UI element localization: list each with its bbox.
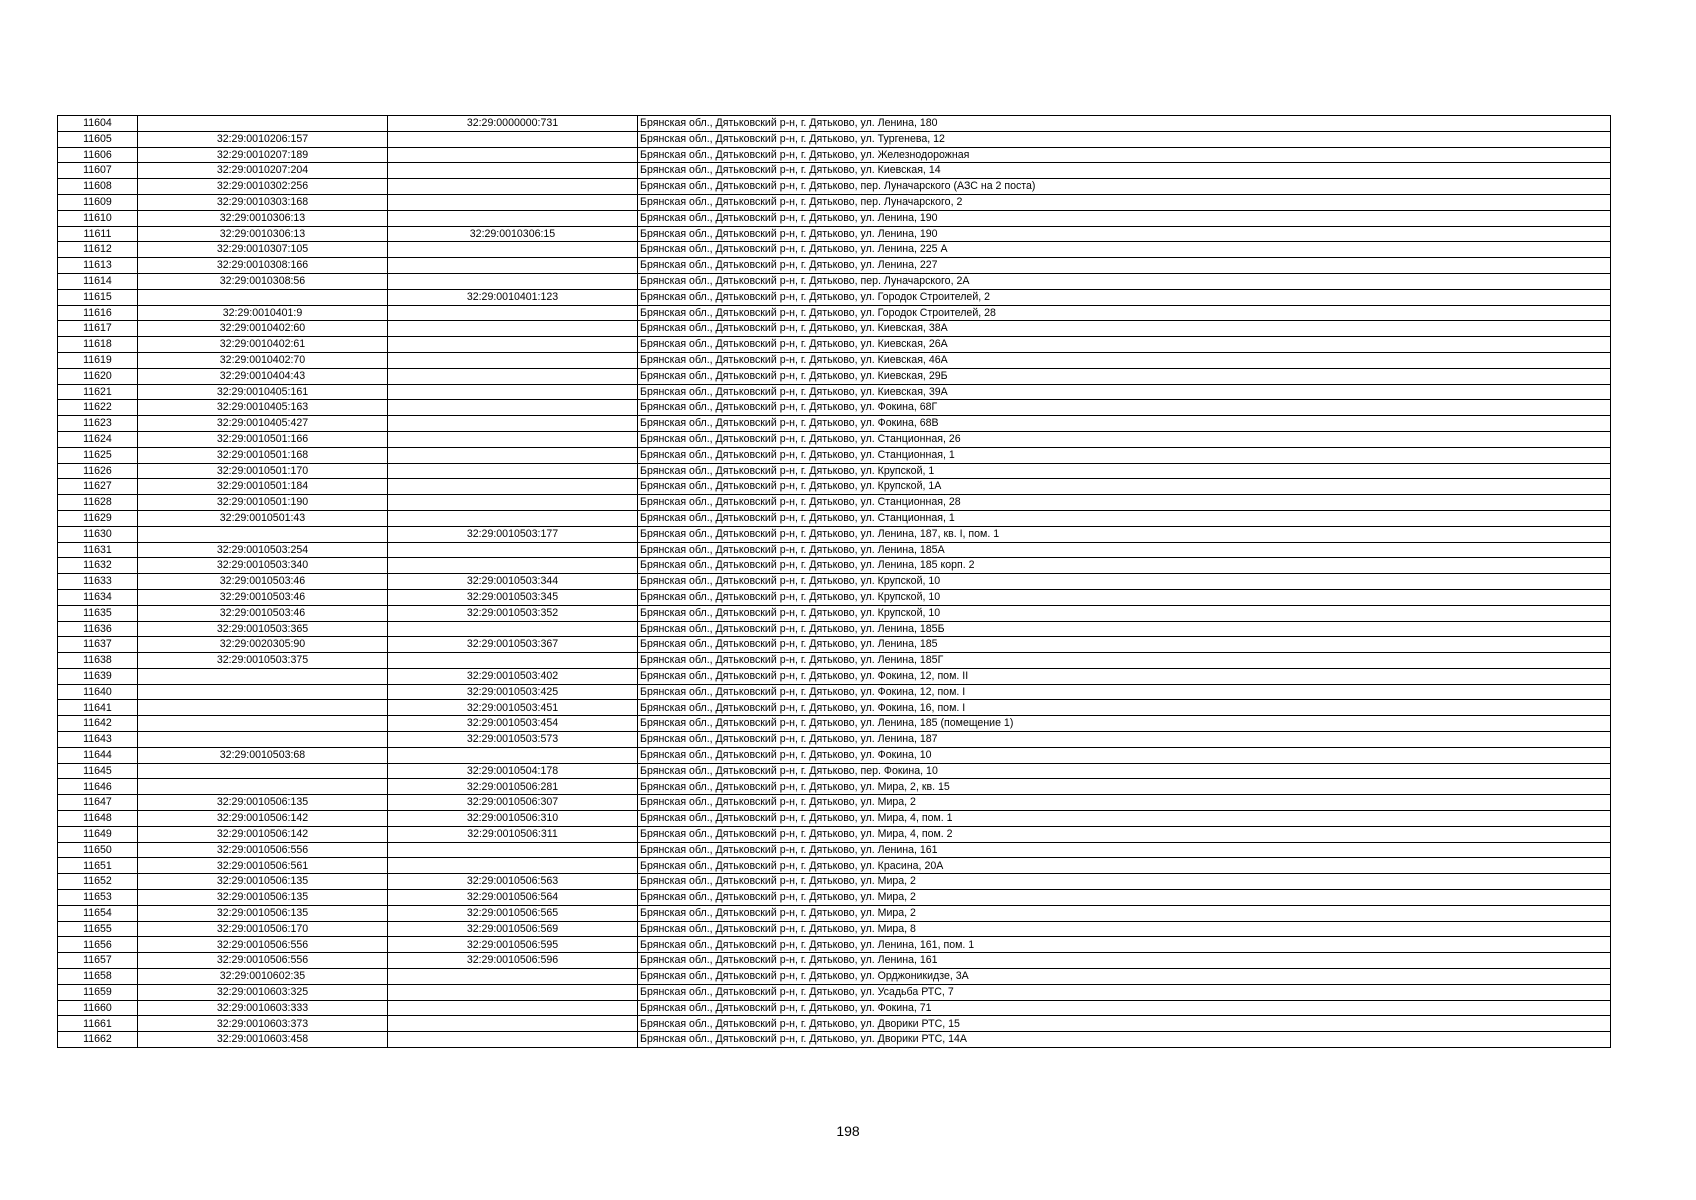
building-cadastral-number-cell xyxy=(388,337,638,353)
building-cadastral-number-cell xyxy=(388,400,638,416)
building-cadastral-number-cell xyxy=(388,842,638,858)
row-number-cell: 11608 xyxy=(58,179,138,195)
table-row xyxy=(58,637,1611,653)
building-cadastral-number-cell: 32:29:0010506:595 xyxy=(388,937,638,953)
row-number-cell: 11609 xyxy=(58,194,138,210)
table-row xyxy=(58,194,1611,210)
table-row xyxy=(58,321,1611,337)
building-cadastral-number-cell xyxy=(388,368,638,384)
table-row xyxy=(58,289,1611,305)
table-row xyxy=(58,605,1611,621)
building-cadastral-number-cell xyxy=(388,558,638,574)
land-cadastral-number-cell: 32:29:0010303:168 xyxy=(138,194,388,210)
building-cadastral-number-cell: 32:29:0010506:307 xyxy=(388,795,638,811)
land-cadastral-number-cell: 32:29:0010603:373 xyxy=(138,1016,388,1032)
land-cadastral-number-cell: 32:29:0010503:46 xyxy=(138,589,388,605)
row-number-cell: 11655 xyxy=(58,921,138,937)
table-row xyxy=(58,210,1611,226)
address-cell: Брянская обл., Дятьковский р-н, г. Дятьково, ул. Ленина, 185 корп. 2 xyxy=(638,558,1611,574)
building-cadastral-number-cell xyxy=(388,447,638,463)
row-number-cell: 11627 xyxy=(58,479,138,495)
table-row xyxy=(58,542,1611,558)
land-cadastral-number-cell: 32:29:0010402:61 xyxy=(138,337,388,353)
building-cadastral-number-cell xyxy=(388,242,638,258)
building-cadastral-number-cell xyxy=(388,131,638,147)
row-number-cell: 11645 xyxy=(58,763,138,779)
building-cadastral-number-cell xyxy=(388,179,638,195)
building-cadastral-number-cell xyxy=(388,416,638,432)
row-number-cell: 11622 xyxy=(58,400,138,416)
address-cell: Брянская обл., Дятьковский р-н, г. Дятьково, ул. Ленина, 180 xyxy=(638,116,1611,132)
building-cadastral-number-cell: 32:29:0000000:731 xyxy=(388,116,638,132)
building-cadastral-number-cell xyxy=(388,352,638,368)
row-number-cell: 11615 xyxy=(58,289,138,305)
land-cadastral-number-cell: 32:29:0010306:13 xyxy=(138,226,388,242)
table-row xyxy=(58,226,1611,242)
row-number-cell: 11657 xyxy=(58,953,138,969)
land-cadastral-number-cell: 32:29:0010503:254 xyxy=(138,542,388,558)
land-cadastral-number-cell xyxy=(138,526,388,542)
land-cadastral-number-cell xyxy=(138,700,388,716)
table-row xyxy=(58,242,1611,258)
address-cell: Брянская обл., Дятьковский р-н, г. Дятьково, ул. Мира, 2 xyxy=(638,905,1611,921)
row-number-cell: 11643 xyxy=(58,732,138,748)
table-row xyxy=(58,447,1611,463)
address-cell: Брянская обл., Дятьковский р-н, г. Дятьково, ул. Мира, 2 xyxy=(638,795,1611,811)
building-cadastral-number-cell xyxy=(388,479,638,495)
land-cadastral-number-cell: 32:29:0010405:161 xyxy=(138,384,388,400)
table-row xyxy=(58,352,1611,368)
address-cell: Брянская обл., Дятьковский р-н, г. Дятьково, ул. Крупской, 10 xyxy=(638,574,1611,590)
land-cadastral-number-cell xyxy=(138,289,388,305)
row-number-cell: 11637 xyxy=(58,637,138,653)
table-row xyxy=(58,368,1611,384)
table-row xyxy=(58,763,1611,779)
address-cell: Брянская обл., Дятьковский р-н, г. Дятьково, ул. Ленина, 161 xyxy=(638,842,1611,858)
table-row xyxy=(58,890,1611,906)
address-cell: Брянская обл., Дятьковский р-н, г. Дятьково, ул. Ленина, 161, пом. 1 xyxy=(638,937,1611,953)
address-cell: Брянская обл., Дятьковский р-н, г. Дятьково, ул. Крупской, 10 xyxy=(638,589,1611,605)
address-cell: Брянская обл., Дятьковский р-н, г. Дятьково, ул. Ленина, 185 (помещение 1) xyxy=(638,716,1611,732)
land-cadastral-number-cell xyxy=(138,668,388,684)
row-number-cell: 11629 xyxy=(58,510,138,526)
address-cell: Брянская обл., Дятьковский р-н, г. Дятьково, ул. Ленина, 190 xyxy=(638,226,1611,242)
table-row xyxy=(58,826,1611,842)
table-row xyxy=(58,258,1611,274)
address-cell: Брянская обл., Дятьковский р-н, г. Дятьково, ул. Станционная, 1 xyxy=(638,510,1611,526)
table-row xyxy=(58,732,1611,748)
row-number-cell: 11624 xyxy=(58,431,138,447)
table-row xyxy=(58,574,1611,590)
row-number-cell: 11626 xyxy=(58,463,138,479)
table-row xyxy=(58,684,1611,700)
building-cadastral-number-cell: 32:29:0010506:311 xyxy=(388,826,638,842)
address-cell: Брянская обл., Дятьковский р-н, г. Дятьково, ул. Ленина, 187 xyxy=(638,732,1611,748)
address-cell: Брянская обл., Дятьковский р-н, г. Дятьково, ул. Ленина, 185 xyxy=(638,637,1611,653)
row-number-cell: 11647 xyxy=(58,795,138,811)
table-row xyxy=(58,163,1611,179)
address-cell: Брянская обл., Дятьковский р-н, г. Дятьково, ул. Тургенева, 12 xyxy=(638,131,1611,147)
address-cell: Брянская обл., Дятьковский р-н, г. Дятьково, ул. Ленина, 225 А xyxy=(638,242,1611,258)
building-cadastral-number-cell: 32:29:0010503:451 xyxy=(388,700,638,716)
building-cadastral-number-cell: 32:29:0010503:352 xyxy=(388,605,638,621)
table-row xyxy=(58,495,1611,511)
building-cadastral-number-cell xyxy=(388,273,638,289)
land-cadastral-number-cell: 32:29:0010506:142 xyxy=(138,826,388,842)
row-number-cell: 11646 xyxy=(58,779,138,795)
row-number-cell: 11620 xyxy=(58,368,138,384)
land-cadastral-number-cell: 32:29:0010603:325 xyxy=(138,984,388,1000)
land-cadastral-number-cell: 32:29:0010402:70 xyxy=(138,352,388,368)
land-cadastral-number-cell: 32:29:0010501:190 xyxy=(138,495,388,511)
building-cadastral-number-cell: 32:29:0010306:15 xyxy=(388,226,638,242)
land-cadastral-number-cell: 32:29:0010307:105 xyxy=(138,242,388,258)
row-number-cell: 11636 xyxy=(58,621,138,637)
building-cadastral-number-cell xyxy=(388,321,638,337)
land-cadastral-number-cell: 32:29:0010306:13 xyxy=(138,210,388,226)
address-cell: Брянская обл., Дятьковский р-н, г. Дятьково, ул. Станционная, 28 xyxy=(638,495,1611,511)
address-cell: Брянская обл., Дятьковский р-н, г. Дятьково, ул. Киевская, 39А xyxy=(638,384,1611,400)
row-number-cell: 11650 xyxy=(58,842,138,858)
table-row xyxy=(58,589,1611,605)
land-cadastral-number-cell xyxy=(138,779,388,795)
address-cell: Брянская обл., Дятьковский р-н, г. Дятьково, ул. Киевская, 14 xyxy=(638,163,1611,179)
land-cadastral-number-cell: 32:29:0010506:561 xyxy=(138,858,388,874)
table-row xyxy=(58,400,1611,416)
row-number-cell: 11631 xyxy=(58,542,138,558)
land-cadastral-number-cell: 32:29:0010207:189 xyxy=(138,147,388,163)
table-row xyxy=(58,811,1611,827)
table-row xyxy=(58,384,1611,400)
table-row xyxy=(58,716,1611,732)
building-cadastral-number-cell: 32:29:0010506:281 xyxy=(388,779,638,795)
table-row xyxy=(58,179,1611,195)
address-cell: Брянская обл., Дятьковский р-н, г. Дятьково, ул. Фокина, 12, пом. I xyxy=(638,684,1611,700)
row-number-cell: 11604 xyxy=(58,116,138,132)
address-cell: Брянская обл., Дятьковский р-н, г. Дятьково, ул. Станционная, 1 xyxy=(638,447,1611,463)
building-cadastral-number-cell xyxy=(388,1016,638,1032)
row-number-cell: 11648 xyxy=(58,811,138,827)
row-number-cell: 11661 xyxy=(58,1016,138,1032)
land-cadastral-number-cell: 32:29:0010401:9 xyxy=(138,305,388,321)
address-cell: Брянская обл., Дятьковский р-н, г. Дятьково, ул. Фокина, 71 xyxy=(638,1000,1611,1016)
building-cadastral-number-cell: 32:29:0010504:178 xyxy=(388,763,638,779)
building-cadastral-number-cell xyxy=(388,147,638,163)
table-row xyxy=(58,921,1611,937)
row-number-cell: 11617 xyxy=(58,321,138,337)
building-cadastral-number-cell: 32:29:0010506:564 xyxy=(388,890,638,906)
row-number-cell: 11605 xyxy=(58,131,138,147)
building-cadastral-number-cell xyxy=(388,210,638,226)
land-cadastral-number-cell: 32:29:0010506:135 xyxy=(138,874,388,890)
building-cadastral-number-cell: 32:29:0010401:123 xyxy=(388,289,638,305)
address-cell: Брянская обл., Дятьковский р-н, г. Дятьково, пер. Луначарского, 2 xyxy=(638,194,1611,210)
table-row xyxy=(58,747,1611,763)
table-row xyxy=(58,858,1611,874)
land-cadastral-number-cell: 32:29:0010405:427 xyxy=(138,416,388,432)
building-cadastral-number-cell: 32:29:0010503:345 xyxy=(388,589,638,605)
row-number-cell: 11654 xyxy=(58,905,138,921)
land-cadastral-number-cell xyxy=(138,716,388,732)
table-row xyxy=(58,147,1611,163)
table-row xyxy=(58,131,1611,147)
property-table-body xyxy=(58,116,1611,1048)
building-cadastral-number-cell xyxy=(388,653,638,669)
address-cell: Брянская обл., Дятьковский р-н, г. Дятьково, ул. Дворики РТС, 14А xyxy=(638,1032,1611,1048)
address-cell: Брянская обл., Дятьковский р-н, г. Дятьково, ул. Железнодорожная xyxy=(638,147,1611,163)
land-cadastral-number-cell: 32:29:0010503:340 xyxy=(138,558,388,574)
row-number-cell: 11606 xyxy=(58,147,138,163)
address-cell: Брянская обл., Дятьковский р-н, г. Дятьково, пер. Луначарского, 2А xyxy=(638,273,1611,289)
address-cell: Брянская обл., Дятьковский р-н, г. Дятьково, ул. Ленина, 227 xyxy=(638,258,1611,274)
row-number-cell: 11641 xyxy=(58,700,138,716)
building-cadastral-number-cell xyxy=(388,495,638,511)
table-row xyxy=(58,953,1611,969)
table-row xyxy=(58,1016,1611,1032)
row-number-cell: 11634 xyxy=(58,589,138,605)
table-row xyxy=(58,1000,1611,1016)
row-number-cell: 11630 xyxy=(58,526,138,542)
table-row xyxy=(58,510,1611,526)
row-number-cell: 11662 xyxy=(58,1032,138,1048)
table-row xyxy=(58,558,1611,574)
land-cadastral-number-cell xyxy=(138,732,388,748)
row-number-cell: 11640 xyxy=(58,684,138,700)
row-number-cell: 11632 xyxy=(58,558,138,574)
land-cadastral-number-cell: 32:29:0010503:68 xyxy=(138,747,388,763)
land-cadastral-number-cell: 32:29:0010308:56 xyxy=(138,273,388,289)
row-number-cell: 11611 xyxy=(58,226,138,242)
land-cadastral-number-cell: 32:29:0010506:135 xyxy=(138,890,388,906)
address-cell: Брянская обл., Дятьковский р-н, г. Дятьково, ул. Мира, 2 xyxy=(638,890,1611,906)
address-cell: Брянская обл., Дятьковский р-н, г. Дятьково, ул. Фокина, 68В xyxy=(638,416,1611,432)
building-cadastral-number-cell xyxy=(388,258,638,274)
land-cadastral-number-cell: 32:29:0010207:204 xyxy=(138,163,388,179)
building-cadastral-number-cell xyxy=(388,747,638,763)
table-row xyxy=(58,795,1611,811)
row-number-cell: 11642 xyxy=(58,716,138,732)
building-cadastral-number-cell xyxy=(388,463,638,479)
address-cell: Брянская обл., Дятьковский р-н, г. Дятьково, ул. Усадьба РТС, 7 xyxy=(638,984,1611,1000)
land-cadastral-number-cell: 32:29:0010503:46 xyxy=(138,574,388,590)
address-cell: Брянская обл., Дятьковский р-н, г. Дятьково, ул. Ленина, 187, кв. I, пом. 1 xyxy=(638,526,1611,542)
address-cell: Брянская обл., Дятьковский р-н, г. Дятьково, ул. Киевская, 38А xyxy=(638,321,1611,337)
address-cell: Брянская обл., Дятьковский р-н, г. Дятьково, ул. Ленина, 185Г xyxy=(638,653,1611,669)
address-cell: Брянская обл., Дятьковский р-н, г. Дятьково, ул. Крупской, 10 xyxy=(638,605,1611,621)
land-cadastral-number-cell: 32:29:0010506:556 xyxy=(138,937,388,953)
table-row xyxy=(58,653,1611,669)
table-row xyxy=(58,1032,1611,1048)
address-cell: Брянская обл., Дятьковский р-н, г. Дятьково, ул. Мира, 2 xyxy=(638,874,1611,890)
address-cell: Брянская обл., Дятьковский р-н, г. Дятьково, ул. Киевская, 46А xyxy=(638,352,1611,368)
row-number-cell: 11613 xyxy=(58,258,138,274)
table-row xyxy=(58,621,1611,637)
row-number-cell: 11618 xyxy=(58,337,138,353)
land-cadastral-number-cell: 32:29:0010506:135 xyxy=(138,905,388,921)
row-number-cell: 11635 xyxy=(58,605,138,621)
building-cadastral-number-cell: 32:29:0010503:425 xyxy=(388,684,638,700)
land-cadastral-number-cell: 32:29:0010206:157 xyxy=(138,131,388,147)
building-cadastral-number-cell: 32:29:0010506:565 xyxy=(388,905,638,921)
row-number-cell: 11658 xyxy=(58,969,138,985)
table-row xyxy=(58,668,1611,684)
building-cadastral-number-cell xyxy=(388,1000,638,1016)
land-cadastral-number-cell: 32:29:0010404:43 xyxy=(138,368,388,384)
building-cadastral-number-cell: 32:29:0010503:573 xyxy=(388,732,638,748)
address-cell: Брянская обл., Дятьковский р-н, г. Дятьково, ул. Фокина, 68Г xyxy=(638,400,1611,416)
table-row xyxy=(58,116,1611,132)
table-row xyxy=(58,905,1611,921)
land-cadastral-number-cell xyxy=(138,116,388,132)
row-number-cell: 11633 xyxy=(58,574,138,590)
building-cadastral-number-cell xyxy=(388,384,638,400)
building-cadastral-number-cell xyxy=(388,1032,638,1048)
building-cadastral-number-cell: 32:29:0010503:402 xyxy=(388,668,638,684)
row-number-cell: 11623 xyxy=(58,416,138,432)
land-cadastral-number-cell: 32:29:0010602:35 xyxy=(138,969,388,985)
building-cadastral-number-cell xyxy=(388,431,638,447)
land-cadastral-number-cell: 32:29:0010506:170 xyxy=(138,921,388,937)
land-cadastral-number-cell: 32:29:0010503:365 xyxy=(138,621,388,637)
address-cell: Брянская обл., Дятьковский р-н, г. Дятьково, ул. Красина, 20А xyxy=(638,858,1611,874)
table-row xyxy=(58,463,1611,479)
row-number-cell: 11639 xyxy=(58,668,138,684)
land-cadastral-number-cell: 32:29:0010501:166 xyxy=(138,431,388,447)
address-cell: Брянская обл., Дятьковский р-н, г. Дятьково, ул. Фокина, 12, пом. II xyxy=(638,668,1611,684)
address-cell: Брянская обл., Дятьковский р-н, г. Дятьково, ул. Ленина, 190 xyxy=(638,210,1611,226)
row-number-cell: 11644 xyxy=(58,747,138,763)
building-cadastral-number-cell xyxy=(388,542,638,558)
table-row xyxy=(58,526,1611,542)
row-number-cell: 11614 xyxy=(58,273,138,289)
land-cadastral-number-cell: 32:29:0010603:333 xyxy=(138,1000,388,1016)
address-cell: Брянская обл., Дятьковский р-н, г. Дятьково, ул. Киевская, 29Б xyxy=(638,368,1611,384)
building-cadastral-number-cell: 32:29:0010506:310 xyxy=(388,811,638,827)
building-cadastral-number-cell xyxy=(388,194,638,210)
land-cadastral-number-cell: 32:29:0010501:168 xyxy=(138,447,388,463)
row-number-cell: 11638 xyxy=(58,653,138,669)
table-row xyxy=(58,937,1611,953)
land-cadastral-number-cell: 32:29:0010308:166 xyxy=(138,258,388,274)
building-cadastral-number-cell xyxy=(388,163,638,179)
building-cadastral-number-cell: 32:29:0010503:367 xyxy=(388,637,638,653)
address-cell: Брянская обл., Дятьковский р-н, г. Дятьково, ул. Мира, 8 xyxy=(638,921,1611,937)
building-cadastral-number-cell: 32:29:0010503:454 xyxy=(388,716,638,732)
land-cadastral-number-cell: 32:29:0010501:43 xyxy=(138,510,388,526)
land-cadastral-number-cell: 32:29:0010506:556 xyxy=(138,842,388,858)
table-row xyxy=(58,431,1611,447)
address-cell: Брянская обл., Дятьковский р-н, г. Дятьково, ул. Орджоникидзе, 3А xyxy=(638,969,1611,985)
row-number-cell: 11607 xyxy=(58,163,138,179)
address-cell: Брянская обл., Дятьковский р-н, г. Дятьково, ул. Киевская, 26А xyxy=(638,337,1611,353)
land-cadastral-number-cell: 32:29:0010506:135 xyxy=(138,795,388,811)
building-cadastral-number-cell: 32:29:0010506:596 xyxy=(388,953,638,969)
row-number-cell: 11651 xyxy=(58,858,138,874)
table-row xyxy=(58,874,1611,890)
row-number-cell: 11660 xyxy=(58,1000,138,1016)
address-cell: Брянская обл., Дятьковский р-н, г. Дятьково, ул. Городок Строителей, 2 xyxy=(638,289,1611,305)
building-cadastral-number-cell: 32:29:0010503:177 xyxy=(388,526,638,542)
row-number-cell: 11621 xyxy=(58,384,138,400)
row-number-cell: 11653 xyxy=(58,890,138,906)
address-cell: Брянская обл., Дятьковский р-н, г. Дятьково, ул. Мира, 2, кв. 15 xyxy=(638,779,1611,795)
address-cell: Брянская обл., Дятьковский р-н, г. Дятьково, ул. Мира, 4, пом. 2 xyxy=(638,826,1611,842)
address-cell: Брянская обл., Дятьковский р-н, г. Дятьково, ул. Крупской, 1А xyxy=(638,479,1611,495)
land-cadastral-number-cell: 32:29:0010503:46 xyxy=(138,605,388,621)
land-cadastral-number-cell: 32:29:0020305:90 xyxy=(138,637,388,653)
address-cell: Брянская обл., Дятьковский р-н, г. Дятьково, ул. Ленина, 185А xyxy=(638,542,1611,558)
land-cadastral-number-cell: 32:29:0010302:256 xyxy=(138,179,388,195)
land-cadastral-number-cell: 32:29:0010603:458 xyxy=(138,1032,388,1048)
address-cell: Брянская обл., Дятьковский р-н, г. Дятьково, ул. Мира, 4, пом. 1 xyxy=(638,811,1611,827)
address-cell: Брянская обл., Дятьковский р-н, г. Дятьково, ул. Ленина, 161 xyxy=(638,953,1611,969)
land-cadastral-number-cell: 32:29:0010405:163 xyxy=(138,400,388,416)
property-table xyxy=(57,115,1611,1048)
row-number-cell: 11612 xyxy=(58,242,138,258)
table-row xyxy=(58,969,1611,985)
address-cell: Брянская обл., Дятьковский р-н, г. Дятьково, ул. Дворики РТС, 15 xyxy=(638,1016,1611,1032)
building-cadastral-number-cell xyxy=(388,858,638,874)
table-row xyxy=(58,479,1611,495)
row-number-cell: 11628 xyxy=(58,495,138,511)
land-cadastral-number-cell: 32:29:0010503:375 xyxy=(138,653,388,669)
address-cell: Брянская обл., Дятьковский р-н, г. Дятьково, ул. Фокина, 16, пом. I xyxy=(638,700,1611,716)
address-cell: Брянская обл., Дятьковский р-н, г. Дятьково, ул. Ленина, 185Б xyxy=(638,621,1611,637)
building-cadastral-number-cell xyxy=(388,305,638,321)
row-number-cell: 11659 xyxy=(58,984,138,1000)
land-cadastral-number-cell: 32:29:0010506:556 xyxy=(138,953,388,969)
building-cadastral-number-cell: 32:29:0010506:569 xyxy=(388,921,638,937)
land-cadastral-number-cell xyxy=(138,684,388,700)
address-cell: Брянская обл., Дятьковский р-н, г. Дятьково, ул. Городок Строителей, 28 xyxy=(638,305,1611,321)
building-cadastral-number-cell: 32:29:0010506:563 xyxy=(388,874,638,890)
table-row xyxy=(58,273,1611,289)
row-number-cell: 11625 xyxy=(58,447,138,463)
table-row xyxy=(58,700,1611,716)
table-row xyxy=(58,779,1611,795)
row-number-cell: 11652 xyxy=(58,874,138,890)
page-number: 198 xyxy=(836,1123,860,1139)
address-cell: Брянская обл., Дятьковский р-н, г. Дятьково, ул. Станционная, 26 xyxy=(638,431,1611,447)
land-cadastral-number-cell: 32:29:0010402:60 xyxy=(138,321,388,337)
land-cadastral-number-cell: 32:29:0010501:184 xyxy=(138,479,388,495)
row-number-cell: 11619 xyxy=(58,352,138,368)
table-row xyxy=(58,337,1611,353)
address-cell: Брянская обл., Дятьковский р-н, г. Дятьково, пер. Фокина, 10 xyxy=(638,763,1611,779)
land-cadastral-number-cell: 32:29:0010501:170 xyxy=(138,463,388,479)
land-cadastral-number-cell: 32:29:0010506:142 xyxy=(138,811,388,827)
building-cadastral-number-cell xyxy=(388,984,638,1000)
address-cell: Брянская обл., Дятьковский р-н, г. Дятьково, пер. Луначарского (АЗС на 2 поста) xyxy=(638,179,1611,195)
land-cadastral-number-cell xyxy=(138,763,388,779)
building-cadastral-number-cell: 32:29:0010503:344 xyxy=(388,574,638,590)
table-row xyxy=(58,842,1611,858)
address-cell: Брянская обл., Дятьковский р-н, г. Дятьково, ул. Фокина, 10 xyxy=(638,747,1611,763)
address-cell: Брянская обл., Дятьковский р-н, г. Дятьково, ул. Крупской, 1 xyxy=(638,463,1611,479)
building-cadastral-number-cell xyxy=(388,969,638,985)
table-row xyxy=(58,305,1611,321)
table-row xyxy=(58,416,1611,432)
building-cadastral-number-cell xyxy=(388,621,638,637)
row-number-cell: 11610 xyxy=(58,210,138,226)
row-number-cell: 11649 xyxy=(58,826,138,842)
row-number-cell: 11616 xyxy=(58,305,138,321)
row-number-cell: 11656 xyxy=(58,937,138,953)
table-row xyxy=(58,984,1611,1000)
building-cadastral-number-cell xyxy=(388,510,638,526)
